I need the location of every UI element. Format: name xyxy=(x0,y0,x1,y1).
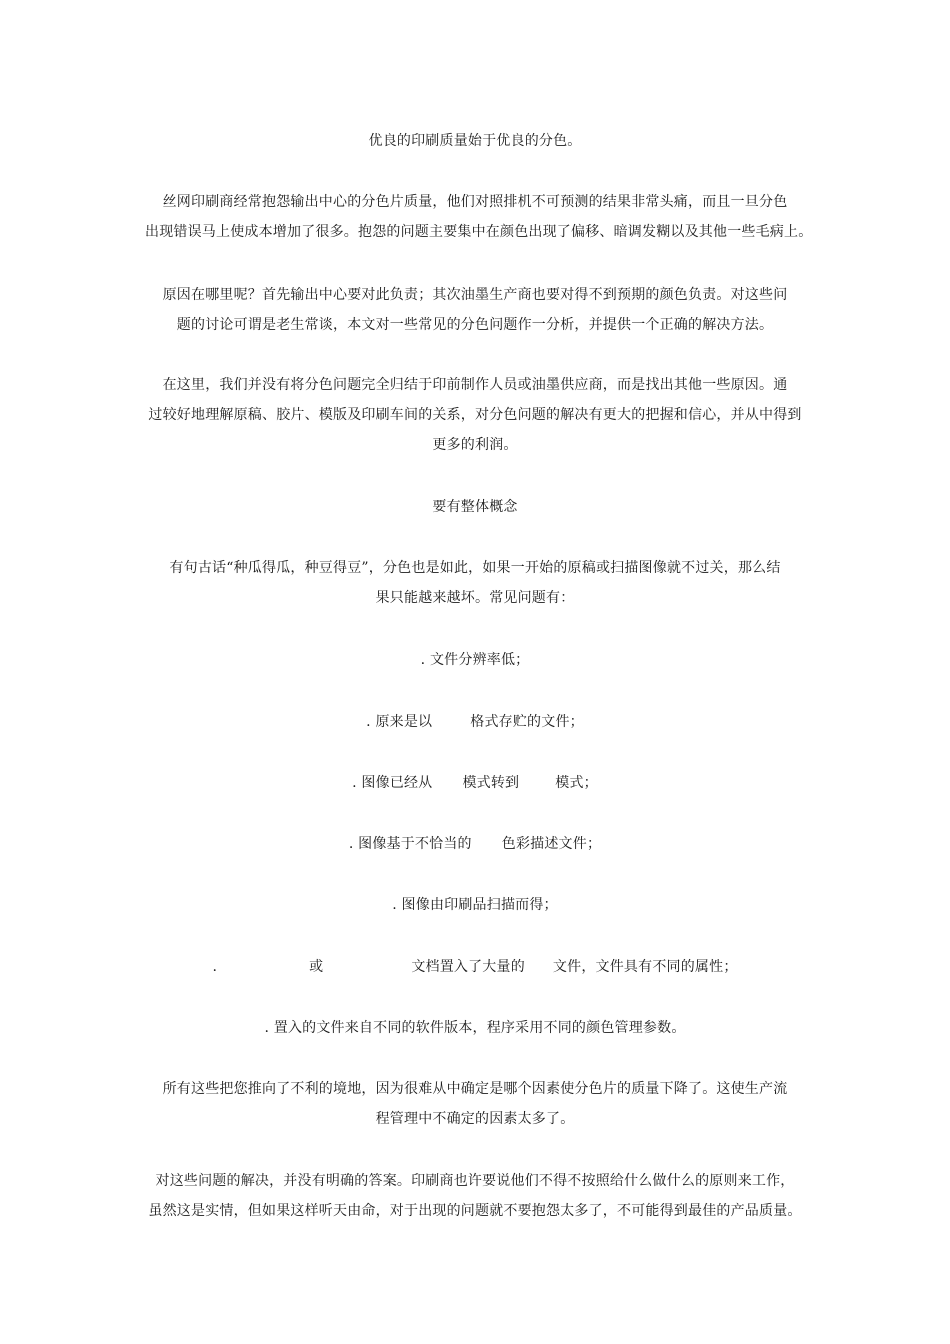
intro-text: 优良的印刷质量始于优良的分色。 xyxy=(368,133,582,149)
paragraph-3-line-1: 在这里，我们并没有将分色问题完全归结于印前制作人员或油墨供应商，而是找出其他一些原因。通 xyxy=(162,377,788,393)
paragraph-1-line-1: 丝网印刷商经常抱怨输出中心的分色片质量，他们对照排机不可预测的结果非常头痛，而且一旦分色 xyxy=(162,194,788,210)
list-item-6-part-1: . xyxy=(212,959,218,975)
paragraph-3-line-3: 更多的利润。 xyxy=(432,437,518,453)
list-item-2-part-2: 格式存贮的文件； xyxy=(470,714,584,730)
list-item xyxy=(145,768,805,798)
paragraph-5-line-2: 程管理中不确定的因素太多了。 xyxy=(375,1111,575,1127)
list-item xyxy=(145,890,805,920)
list-item-3-part-2: 模式转到 xyxy=(462,775,520,791)
list-item-2-part-1: . 原来是以 xyxy=(366,714,433,730)
list-item-6-part-3: 文档置入了大量的 xyxy=(411,959,525,975)
list-item-1-text: . 文件分辨率低； xyxy=(420,652,530,668)
paragraph-3 xyxy=(145,370,805,460)
paragraph-1-line-2: 出现错误马上使成本增加了很多。抱怨的问题主要集中在颜色出现了偏移、暗调发糊以及其他一些毛病上。 xyxy=(145,224,813,240)
list-item-4-part-1: . 图像基于不恰当的 xyxy=(348,836,472,852)
list-item-4-part-2: 色彩描述文件； xyxy=(501,836,602,852)
section-heading xyxy=(145,492,805,522)
paragraph-1 xyxy=(145,187,813,247)
paragraph-4-line-2: 果只能越来越坏。常见问题有： xyxy=(375,590,575,606)
paragraph-3-line-2: 过较好地理解原稿、胶片、模版及印刷车间的关系，对分色问题的解决有更大的把握和信心，并从中得到 xyxy=(148,407,802,423)
paragraph-2 xyxy=(145,280,805,340)
paragraph-4 xyxy=(145,553,805,613)
list-item-6-part-2: 或 xyxy=(309,959,324,975)
paragraph-5 xyxy=(145,1074,805,1134)
list-item xyxy=(145,645,805,675)
paragraph-6-line-2: 虽然这是实情，但如果这样听天由命，对于出现的问题就不要抱怨太多了，不可能得到最佳的产品质量。 xyxy=(148,1203,802,1219)
list-item-6-part-4: 文件，文件具有不同的属性； xyxy=(552,959,738,975)
list-item xyxy=(145,707,805,737)
paragraph-6-line-1: 对这些问题的解决，并没有明确的答案。印刷商也许要说他们不得不按照给什么做什么的原则来工作， xyxy=(155,1173,795,1189)
paragraph-2-line-1: 原因在哪里呢？首先输出中心要对此负责；其次油墨生产商也要对得不到预期的颜色负责。对这些问 xyxy=(162,287,788,303)
section-heading-text: 要有整体概念 xyxy=(432,499,518,515)
list-item-5-text: . 图像由印刷品扫描而得； xyxy=(392,897,558,913)
paragraph-5-line-1: 所有这些把您推向了不利的境地，因为很难从中确定是哪个因素使分色片的质量下降了。这使生产流 xyxy=(162,1081,788,1097)
list-item xyxy=(145,1013,805,1043)
list-item-7-text: . 置入的文件来自不同的软件版本，程序采用不同的颜色管理参数。 xyxy=(264,1020,686,1036)
list-item-3-part-1: . 图像已经从 xyxy=(352,775,433,791)
paragraph-2-line-2: 题的讨论可谓是老生常谈，本文对一些常见的分色问题作一分析，并提供一个正确的解决方法。 xyxy=(176,317,774,333)
intro-line xyxy=(145,126,805,156)
list-item xyxy=(145,829,805,859)
paragraph-4-line-1: 有句古话“种瓜得瓜，种豆得豆”，分色也是如此，如果一开始的原稿或扫描图像就不过关，那么结 xyxy=(169,560,781,576)
list-item-3-part-3: 模式； xyxy=(555,775,598,791)
paragraph-6 xyxy=(145,1166,805,1226)
list-item xyxy=(145,952,805,982)
